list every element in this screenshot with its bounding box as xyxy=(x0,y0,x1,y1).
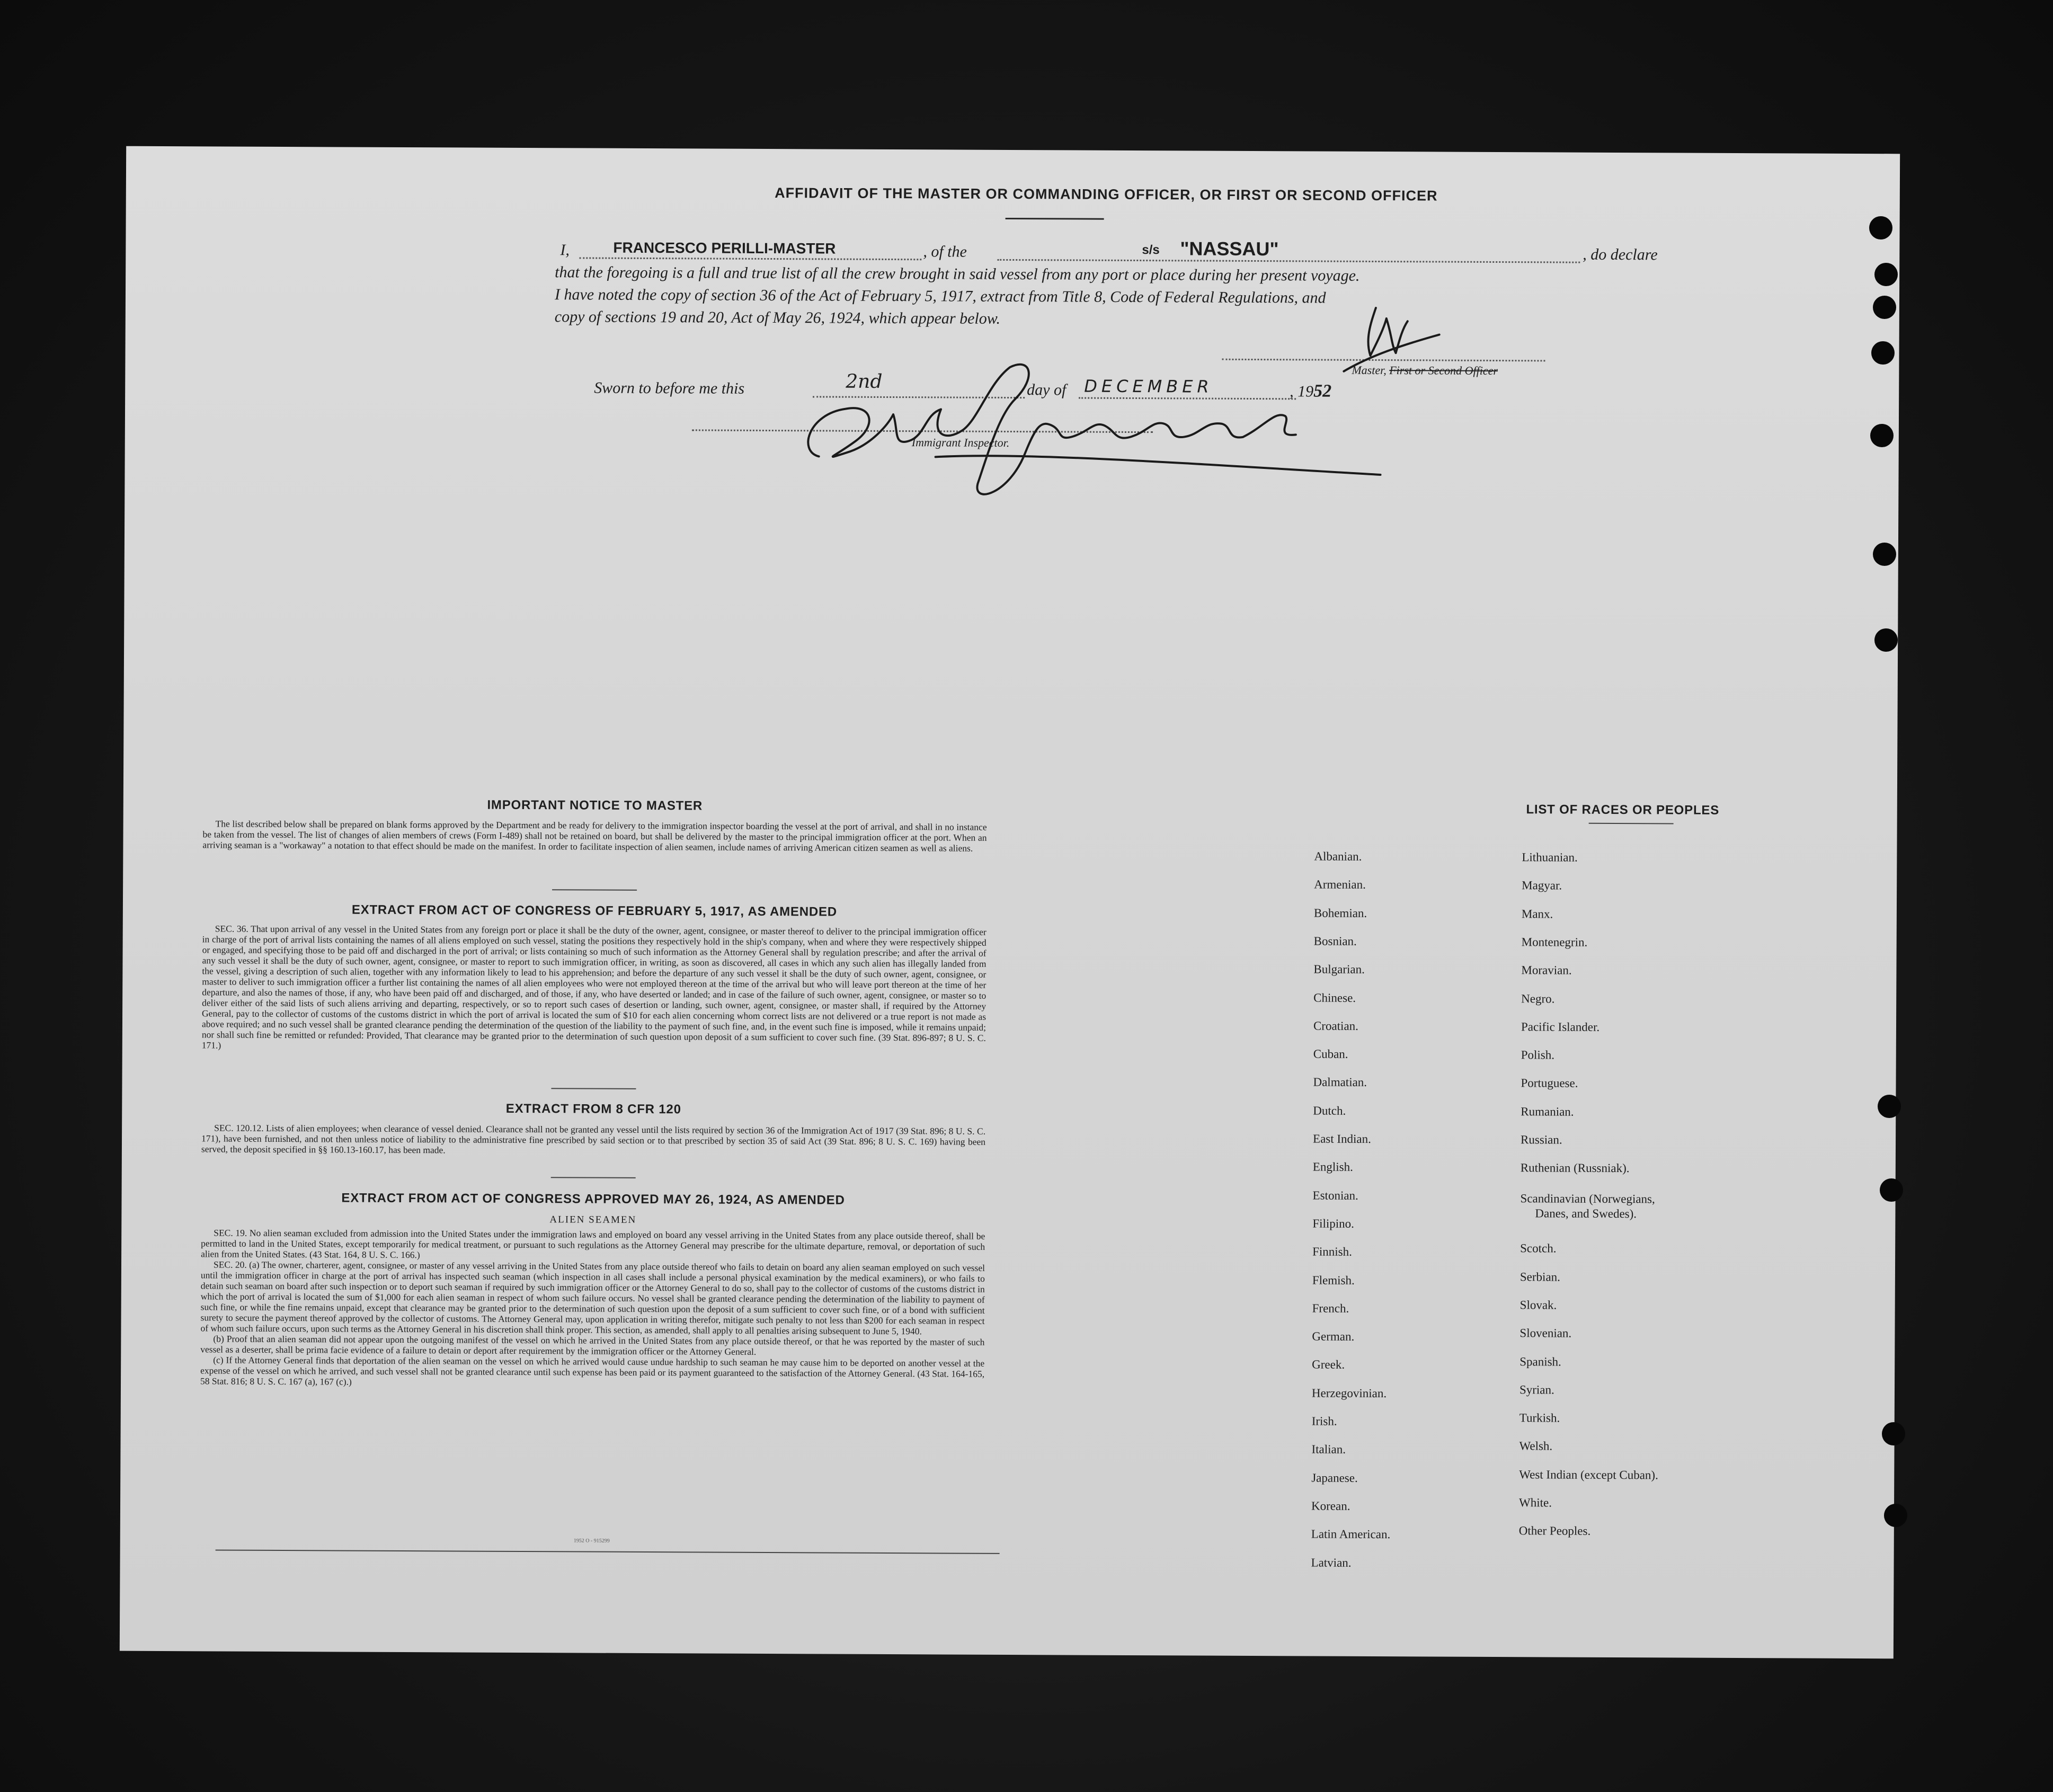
race-item: Lithuanian. xyxy=(1522,850,1578,864)
do-declare-text: , do declare xyxy=(1583,245,1658,264)
notice-divider xyxy=(552,889,637,891)
affidavit-line-3: I have noted the copy of section 36 of the Act of February 5, 1917, extract from Title 8, Code of Federal Regulations, and xyxy=(554,286,1326,307)
sec-20b-paragraph: (b) Proof that an alien seaman did not appear upon the outgoing manifest of the vessel on which he arrived in the United States from any place outside thereof, or that he was reported by the master of such vessel as a deserter, shall be prima facie evidence of a failure to detain or deport after requirement by the immigration officer or the Attorney General. xyxy=(200,1333,985,1357)
race-item: Croatian. xyxy=(1313,1019,1358,1033)
race-item: Slovenian. xyxy=(1519,1326,1572,1340)
title-underline xyxy=(1006,218,1104,220)
race-item: Bosnian. xyxy=(1313,934,1357,948)
year-prefix: , 19 xyxy=(1290,383,1314,401)
bottom-rule xyxy=(216,1549,1000,1554)
notice-paragraph: The list described below shall be prepared on blank forms approved by the Department and be ready for delivery to the immigration inspector boarding the vessel at the port of arrival, and shall in no instance be taken from the vessel. The list of changes of alien members of crews (Form I-489) shall not be retained on board, but shall be delivered by the master to the principal immigration officer at the port. When an arriving seaman is a "workaway" a notation to that effect should be made on the manifest. In order to facilitate inspection of alien seamen, include names of arriving American citizen seamen as well as aliens. xyxy=(202,818,987,854)
race-item: Polish. xyxy=(1521,1048,1555,1062)
extract-1924-subtitle: ALIEN SEAMEN xyxy=(549,1214,637,1226)
race-item: Dutch. xyxy=(1313,1104,1346,1117)
notice-body xyxy=(202,818,986,853)
master-caption-struck: First or Second Officer xyxy=(1389,363,1498,378)
punch-hole xyxy=(1869,216,1892,239)
race-item: Slovak. xyxy=(1519,1298,1557,1312)
race-item: Latvian. xyxy=(1311,1555,1352,1569)
sec-19-paragraph: SEC. 19. No alien seaman excluded from admission into the United States under the immigration laws and employed on board any vessel arriving in the United States from any place outside thereof, shall be permitted to land in the United States, except temporarily for medical treatment, or pursuant to such regulations as the Attorney General may prescribe for the ultimate departure, removal, or deportation of such alien from the United States. (43 Stat. 164, 8 U. S. C. 166.) xyxy=(201,1227,985,1261)
race-item: Scotch. xyxy=(1520,1241,1557,1255)
race-item: Other Peoples. xyxy=(1518,1524,1591,1538)
extract-8cfr-body xyxy=(201,1122,985,1157)
race-item: Russian. xyxy=(1521,1133,1562,1147)
race-item: Armenian. xyxy=(1314,877,1366,892)
race-item: Syrian. xyxy=(1519,1383,1554,1397)
race-item: Bohemian. xyxy=(1313,906,1367,920)
master-name: FRANCESCO PERILLI-MASTER xyxy=(613,239,836,257)
sworn-month: DECEMBER xyxy=(1084,376,1213,397)
race-item: West Indian (except Cuban). xyxy=(1519,1467,1658,1482)
race-item: Albanian. xyxy=(1314,849,1362,863)
punch-hole xyxy=(1873,296,1896,319)
master-caption-prefix: Master, xyxy=(1352,363,1387,377)
race-item: Flemish. xyxy=(1312,1273,1355,1287)
vessel-prefix: s/s xyxy=(1142,243,1160,258)
day-of-text: day of xyxy=(1027,381,1067,399)
race-item: Finnish. xyxy=(1312,1245,1352,1259)
sec-20a-paragraph: SEC. 20. (a) The owner, charterer, agent, consignee, or master of any vessel arriving in the United States from any place outside thereof who fails to detain on board any alien seaman employed on such vessel until the immigration officer in charge at the port of arrival has inspected such seaman (which inspection in all cases shall include a personal physical examination by the medical examiners), or who fails to detain such seaman on board after such inspection or to deport such seaman if required by such immigration officer or the Attorney General to do so, shall pay to the collector of customs of the customs district in which the port of arrival is located the sum of $1,000 for each alien seaman in respect of whom such failure occurs. No vessel shall be granted clearance pending the determination of the liability to payment of such fine, or while the fine remains unpaid, except that clearance may be granted prior to the determination of such question upon the deposit of a sum sufficient to cover such fine, or of a bond with sufficient surety to secure the payment thereof approved by the collector of customs. The Attorney General may, upon application in writing therefor, mitigate such penalty to not less than $200 for each seaman in respect of whom such failure occurs, upon such terms as the Attorney General in his discretion shall think proper. This section, as amended, shall apply to all penalties arising subsequent to June 5, 1940. xyxy=(200,1259,985,1337)
extract-1917-divider xyxy=(551,1088,636,1089)
extract-1917-body xyxy=(202,923,986,1053)
race-item: Filipino. xyxy=(1312,1217,1355,1230)
race-item: Cuban. xyxy=(1313,1047,1348,1061)
document-page xyxy=(120,146,1900,1659)
punch-hole xyxy=(1880,1178,1903,1202)
affidavit-line-2: that the foregoing is a full and true list of all the crew brought in said vessel from any port or place during her present voyage. xyxy=(555,263,1360,285)
race-item: Latin American. xyxy=(1311,1527,1391,1541)
extract-1917-title: EXTRACT FROM ACT OF CONGRESS OF FEBRUARY 5, 1917, AS AMENDED xyxy=(351,902,838,919)
affidavit-i: I, xyxy=(560,241,570,259)
race-item: Portuguese. xyxy=(1521,1076,1578,1090)
race-item: English. xyxy=(1312,1160,1353,1174)
race-item: Japanese. xyxy=(1311,1471,1358,1485)
punch-hole xyxy=(1882,1422,1905,1445)
races-title: LIST OF RACES OR PEOPLES xyxy=(1526,802,1720,818)
race-item: Pacific Islander. xyxy=(1521,1020,1600,1034)
race-item: Serbian. xyxy=(1519,1270,1560,1284)
race-item: French. xyxy=(1312,1301,1349,1315)
race-item: Scandinavian (Norwegians, xyxy=(1520,1192,1655,1206)
extract-8cfr-title: EXTRACT FROM 8 CFR 120 xyxy=(505,1101,681,1117)
race-item: Bulgarian. xyxy=(1313,962,1365,977)
races-divider xyxy=(1589,823,1674,824)
extract-1924-body xyxy=(200,1227,985,1389)
race-item: Turkish. xyxy=(1519,1411,1560,1425)
vessel-name-line xyxy=(997,259,1580,263)
of-the-text: , of the xyxy=(923,243,967,261)
punch-hole xyxy=(1873,543,1896,566)
race-item: Moravian. xyxy=(1521,963,1572,977)
race-item: Manx. xyxy=(1521,907,1553,921)
punch-hole xyxy=(1870,424,1894,447)
inspector-caption: Immigrant Inspector. xyxy=(911,436,1010,449)
punch-hole xyxy=(1884,1504,1907,1527)
extract-8cfr-paragraph: SEC. 120.12. Lists of alien employees; when clearance of vessel denied. Clearance shall not be granted any vessel until the lists required by section 36 of the Immigration Act of 1917 (39 Stat. 896; 8 U. S. C. 171), have been furnished, and not then unless notice of liability to the administrative fine prescribed by said section or to that prescribed by section 35 of said Act (39 Stat. 896; 8 U. S. C. 169) having been served, the deposit specified in §§ 160.13-160.17, has been made. xyxy=(201,1122,986,1156)
race-item: Spanish. xyxy=(1519,1354,1561,1369)
race-item: Montenegrin. xyxy=(1521,935,1588,949)
master-name-line xyxy=(579,257,921,260)
punch-hole xyxy=(1874,263,1898,286)
extract-1917-paragraph: SEC. 36. That upon arrival of any vessel in the United States from any foreign port or place it shall be the duty of the owner, agent, consignee, or master thereof to deliver to the principal immigration officer in charge of the port of arrival lists containing the names of all aliens employed on such vessel, stating the positions they respectively hold in the ship's company, when and where they were respectively shipped or engaged, and specifying those to be paid off and discharged in the port of arrival; or lists containing so much of such information as the Attorney General shall by regulation prescribe; and after the arrival of any such vessel it shall be the duty of such owner, agent, consignee, or master to report to such immigration officer, in writing, as soon as discovered, all cases in which any such alien has illegally landed from the vessel, giving a description of such alien, together with any information likely to lead to his apprehension; and before the departure of any such vessel it shall be the duty of such owner, agent, consignee, or master to deliver to such immigration officer a further list containing the names of all alien employees who were not employed thereon at the time of the arrival but who will leave port thereon at the time of her departure, and also the names of those, if any, who have been paid off and discharged, and of those, if any, who have deserted or landed; and in case of the failure of such owner, agent, consignee, or master so to deliver either of the said lists of such aliens arriving and departing, respectively, or so to report such cases of desertion or landing, such owner, agent, consignee, or master shall, if required by the Attorney General, pay to the collector of customs of the customs district in which the port of arrival is located the sum of $10 for each alien concerning whom correct lists are not delivered or a true report is not made as above required; and no such vessel shall be granted clearance pending the determination of the question of the liability to the payment of such fine, and, in the event such fine is imposed, while it remains unpaid; nor shall such fine be remitted or refunded: Provided, That clearance may be granted prior to the determination of such question upon deposit of a sum sufficient to cover such fine. (39 Stat. 896-897; 8 U. S. C. 171.) xyxy=(201,923,986,1051)
race-item: Italian. xyxy=(1311,1442,1346,1457)
race-item: Korean. xyxy=(1311,1499,1350,1513)
vessel-name: "NASSAU" xyxy=(1180,237,1279,260)
race-item: East Indian. xyxy=(1313,1132,1371,1146)
sworn-day: 2nd xyxy=(846,370,883,393)
race-item: Welsh. xyxy=(1519,1439,1553,1453)
race-item: Estonian. xyxy=(1312,1188,1358,1202)
extract-8cfr-divider xyxy=(551,1177,636,1178)
year-suffix: 52 xyxy=(1313,381,1332,401)
notice-title: IMPORTANT NOTICE TO MASTER xyxy=(487,797,703,813)
race-item: Dalmatian. xyxy=(1313,1075,1367,1089)
race-item: Ruthenian (Russniak). xyxy=(1520,1161,1630,1175)
race-item: Negro. xyxy=(1521,991,1555,1005)
punch-hole xyxy=(1878,1095,1901,1118)
race-item: Greek. xyxy=(1312,1358,1345,1372)
print-code: 1952 O - 915299 xyxy=(573,1538,610,1544)
race-item: Magyar. xyxy=(1522,879,1562,892)
extract-1924-title: EXTRACT FROM ACT OF CONGRESS APPROVED MAY 26, 1924, AS AMENDED xyxy=(341,1191,845,1208)
race-item: Chinese. xyxy=(1313,991,1356,1005)
race-item: Danes, and Swedes). xyxy=(1535,1207,1637,1221)
punch-hole xyxy=(1874,628,1898,652)
race-item: Rumanian. xyxy=(1521,1104,1574,1119)
affidavit-line-4: copy of sections 19 and 20, Act of May 26, 1924, which appear below. xyxy=(554,308,1001,327)
race-item: Irish. xyxy=(1311,1414,1337,1428)
race-item: Herzegovinian. xyxy=(1311,1386,1387,1400)
inspector-signature xyxy=(787,345,1397,507)
punch-hole xyxy=(1871,341,1895,365)
affidavit-title: AFFIDAVIT OF THE MASTER OR COMMANDING OFFICER, OR FIRST OR SECOND OFFICER xyxy=(775,185,1438,204)
race-item: White. xyxy=(1519,1496,1552,1510)
race-item: German. xyxy=(1312,1329,1355,1343)
sworn-text: Sworn to before me this xyxy=(594,379,745,397)
sec-20c-paragraph: (c) If the Attorney General finds that deportation of the alien seaman on the vessel on which he arrived would cause undue hardship to such seaman he may cause him to be deported on another vessel at the expense of the vessel on which he arrived, and such vessel shall not be granted clearance until such expense has been paid or its payment guaranteed to the satisfaction of the Attorney General. (43 Stat. 164-165, 58 Stat. 816; 8 U. S. C. 167 (a), 167 (c).) xyxy=(200,1354,985,1387)
